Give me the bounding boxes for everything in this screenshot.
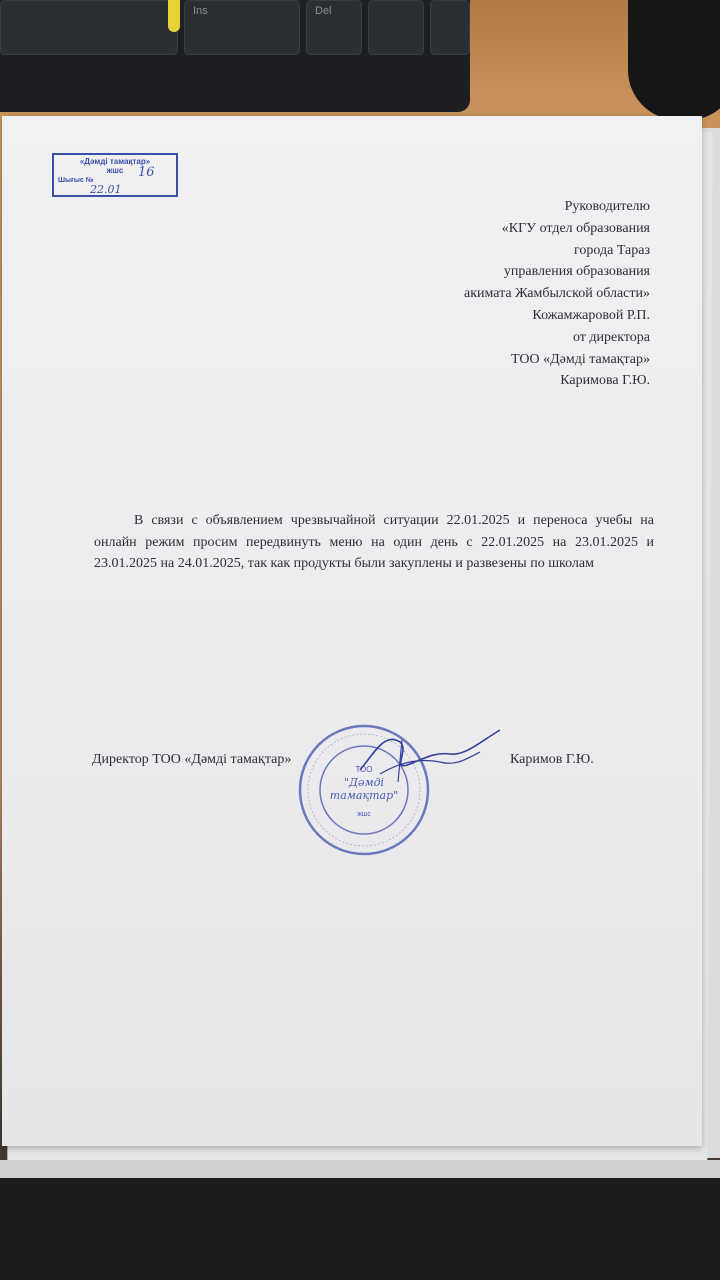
letter-body [94, 510, 654, 575]
addressee-line: Руководителю [564, 199, 650, 214]
letter-body-text: В связи с объявлением чрезвычайной ситуации 22.01.2025 и переноса учебы на онлайн режим просим передвинуть меню на один день с 22.01.2025 на 23.01.2025 и 23.01.2025 на 24.01.2025, так как продукты были закуплены и развезены по школам [94, 513, 654, 571]
addressee-line: управления образования [503, 264, 650, 280]
addressee-line: Кожамжаровой Р.П. [532, 307, 650, 323]
addressee-line: «КГУ отдел образования [501, 220, 650, 236]
keyboard-key-ins: Ins [184, 0, 300, 55]
addressee-line: акимата Жамбылской области» [463, 286, 650, 302]
keyboard-key [430, 0, 470, 55]
pencil [168, 0, 180, 32]
seal-text-name-2: тамақтар" [329, 789, 399, 802]
keyboard [0, 0, 470, 112]
addressee-line: города Тараз [574, 242, 650, 258]
registration-stamp-type: жшс [106, 166, 124, 175]
registration-stamp-number: 16 [138, 165, 155, 180]
keyboard-key-del: Del [306, 0, 362, 55]
signature-name: Каримов Г.Ю. [510, 752, 594, 767]
signature-title: Директор ТОО «Дәмді тамақтар» [92, 752, 292, 767]
addressee-line: Каримова Г.Ю. [560, 373, 650, 389]
seal-text-bottom: жшс [357, 811, 371, 818]
registration-stamp-org: «Дәмді тамақтар» [79, 157, 151, 166]
registration-stamp [52, 153, 178, 197]
addressee-line: ТОО «Дәмді тамақтар» [510, 351, 650, 367]
computer-mouse [628, 0, 720, 120]
seal-text-name-1: "Дәмді [343, 776, 385, 789]
paper-stack-edge [0, 1160, 720, 1180]
addressee-block [464, 196, 650, 392]
seal-text-top: ТОО [355, 765, 373, 774]
dark-background [0, 1178, 720, 1280]
keyboard-key [368, 0, 424, 55]
registration-stamp-date: 22.01 [90, 183, 122, 196]
keyboard-key [0, 0, 178, 55]
registration-stamp-label: Шығыс № [58, 177, 94, 184]
addressee-line: от директора [572, 329, 650, 345]
handwritten-signature [340, 722, 510, 792]
